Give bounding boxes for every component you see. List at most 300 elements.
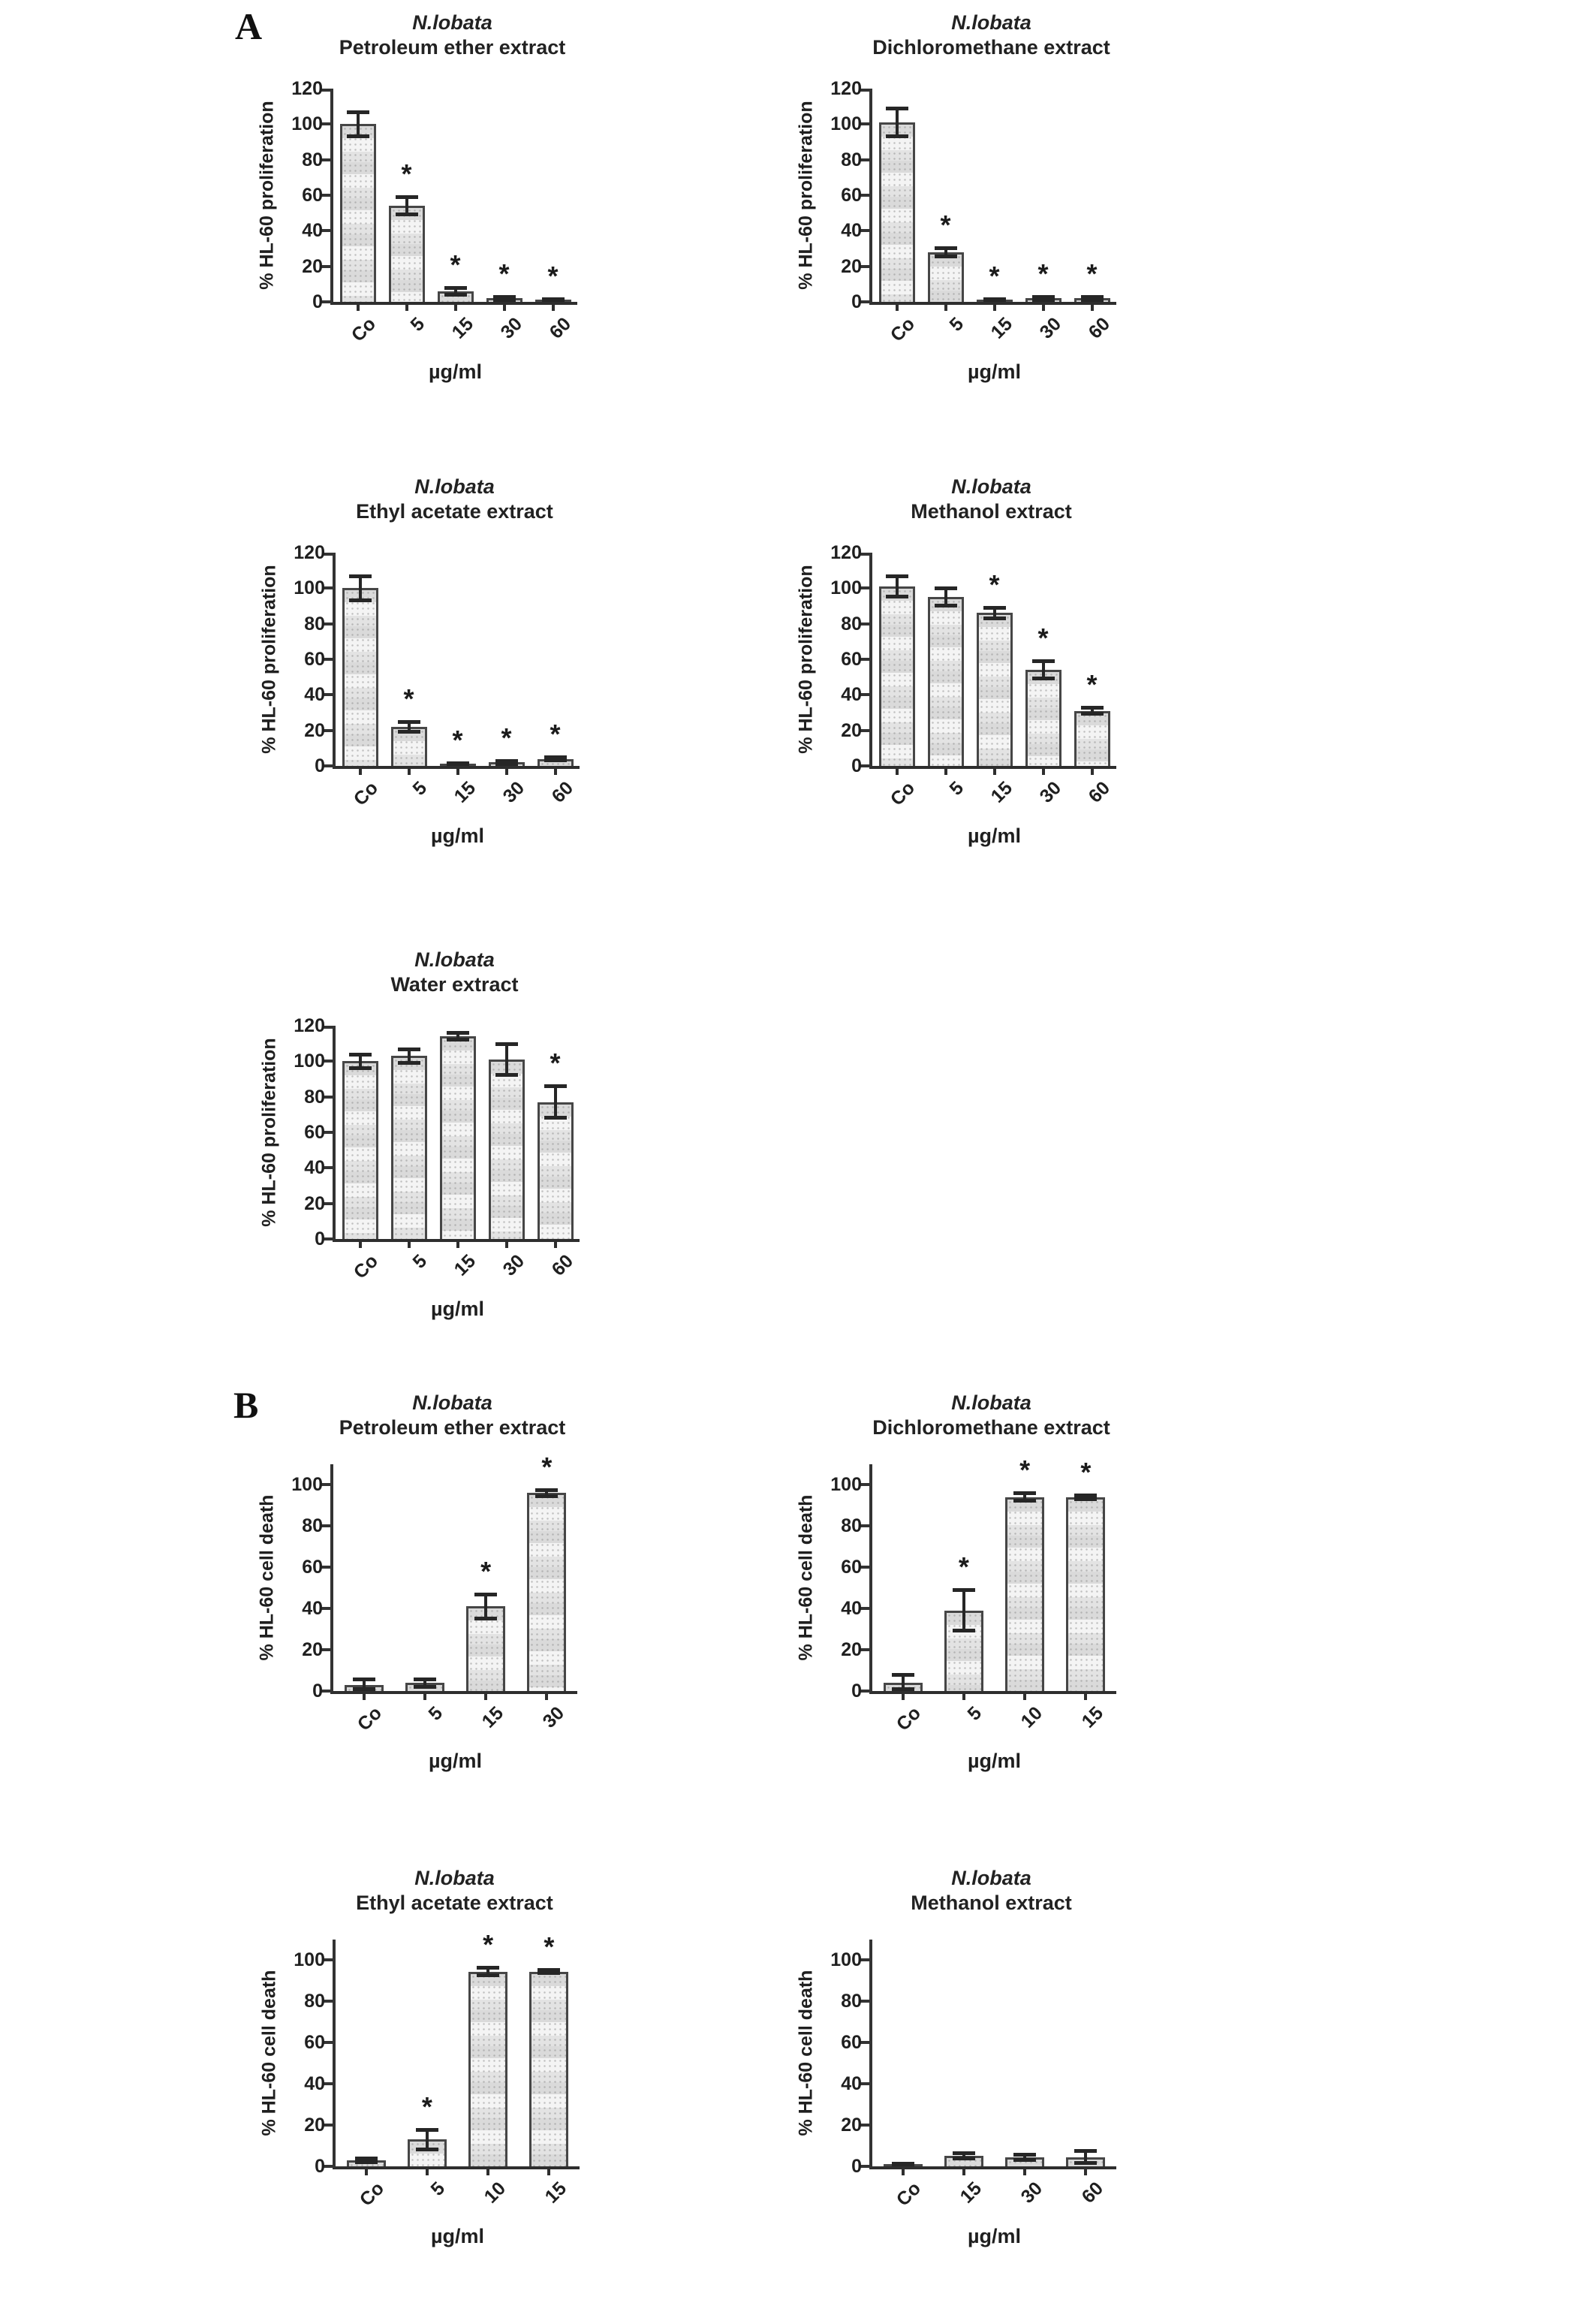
y-tick-label: 60 <box>304 2032 325 2054</box>
y-tick-label: 40 <box>841 220 862 242</box>
error-cap-bottom <box>1013 1499 1036 1503</box>
x-tick <box>484 1691 487 1700</box>
error-cap-top <box>535 1488 558 1492</box>
error-cap-bottom <box>444 293 467 297</box>
error-cap-bottom <box>398 730 420 734</box>
x-tick <box>365 2166 368 2175</box>
x-tick-label: 15 <box>450 1250 480 1280</box>
x-tick-label: 60 <box>1084 313 1114 343</box>
error-cap-bottom <box>447 762 469 766</box>
x-tick-label: 30 <box>1016 2178 1047 2208</box>
chart-title: N.lobata <box>951 1867 1031 1889</box>
chart-subtitle: Ethyl acetate extract <box>356 500 553 523</box>
error-cap-bottom <box>414 1685 436 1689</box>
error-cap-top <box>444 286 467 290</box>
error-cap-top <box>398 1048 420 1051</box>
bar <box>529 1972 568 2166</box>
significance-asterisk: * <box>1037 258 1049 289</box>
error-cap-top <box>886 107 908 110</box>
significance-asterisk: * <box>550 719 561 750</box>
x-tick <box>896 766 899 775</box>
chart-a-ethyl-acetate-extract <box>250 475 730 847</box>
x-tick-label: Co <box>347 313 380 346</box>
y-tick-label: 20 <box>304 2115 325 2136</box>
x-tick <box>1091 766 1094 775</box>
error-cap-bottom <box>1032 298 1055 302</box>
plot-zone <box>256 1451 728 1772</box>
error-cap-bottom <box>1032 677 1055 680</box>
y-tick-label: 20 <box>302 255 323 277</box>
error-cap-top <box>477 1966 499 1970</box>
significance-asterisk: * <box>1086 258 1098 289</box>
error-cap-top <box>1032 659 1055 663</box>
x-axis-title: µg/ml <box>967 2225 1022 2247</box>
significance-asterisk: * <box>403 683 414 714</box>
x-axis-title: µg/ml <box>430 2225 485 2247</box>
x-tick <box>503 302 506 311</box>
error-cap-top <box>398 720 420 724</box>
x-tick-label: 15 <box>986 313 1016 343</box>
x-tick <box>896 302 899 311</box>
y-axis-label: % HL-60 proliferation <box>795 101 817 290</box>
y-tick-label: 100 <box>291 113 323 135</box>
x-tick-label: 5 <box>405 313 429 336</box>
y-tick-label: 40 <box>304 2073 325 2095</box>
error-cap-bottom <box>535 1494 558 1498</box>
y-tick-label: 120 <box>294 1015 325 1036</box>
bar <box>391 1056 427 1239</box>
x-tick <box>426 2166 429 2175</box>
y-tick-label: 80 <box>841 1515 862 1537</box>
bar <box>489 1060 525 1239</box>
x-tick-label: 5 <box>944 313 968 336</box>
significance-asterisk: * <box>401 158 412 190</box>
error-cap-top <box>935 586 957 590</box>
significance-asterisk: * <box>989 569 1000 601</box>
bar <box>389 206 425 302</box>
plot-zone <box>795 1454 1267 1772</box>
error-bar <box>359 576 362 601</box>
chart-title: N.lobata <box>951 11 1031 34</box>
x-tick <box>363 1691 366 1700</box>
x-tick <box>554 766 557 775</box>
x-axis-title: µg/ml <box>430 1298 485 1320</box>
y-axis-label: % HL-60 cell death <box>256 1494 278 1661</box>
y-tick-label: 40 <box>841 2073 862 2095</box>
y-tick-label: 0 <box>315 2156 325 2177</box>
error-cap-bottom <box>474 1617 497 1620</box>
error-cap-bottom <box>1081 712 1104 716</box>
error-cap-top <box>447 1031 469 1035</box>
y-tick-label: 80 <box>304 1086 325 1108</box>
chart-title: N.lobata <box>412 1391 492 1414</box>
x-axis-title: µg/ml <box>967 824 1022 847</box>
error-cap-bottom <box>886 595 908 598</box>
error-cap-top <box>353 1678 375 1681</box>
error-cap-bottom <box>396 213 418 216</box>
plot-zone <box>258 1015 730 1320</box>
bar <box>538 1102 574 1239</box>
y-tick-label: 20 <box>841 719 862 741</box>
x-tick-label: 15 <box>1078 1702 1108 1732</box>
error-cap-top <box>414 1678 436 1681</box>
x-tick-label: 15 <box>541 2178 571 2208</box>
y-tick-label: 100 <box>291 1474 323 1496</box>
chart-a-water-extract <box>250 948 730 1320</box>
error-cap-top <box>935 246 957 250</box>
y-tick-label: 60 <box>304 649 325 670</box>
chart-title: N.lobata <box>951 475 1031 498</box>
significance-asterisk: * <box>547 260 559 291</box>
error-cap-top <box>349 574 372 578</box>
y-tick-label: 60 <box>304 1122 325 1143</box>
x-tick <box>505 766 508 775</box>
y-tick-label: 20 <box>841 2115 862 2136</box>
chart-subtitle: Dichloromethane extract <box>872 36 1110 59</box>
y-tick-label: 80 <box>841 1991 862 2012</box>
plot-zone <box>795 542 1267 847</box>
y-tick-label: 100 <box>830 577 862 599</box>
chart-b-ethyl-acetate-extract <box>250 1866 730 2247</box>
y-tick-label: 120 <box>830 78 862 99</box>
y-tick-label: 100 <box>294 577 325 599</box>
chart-subtitle: Water extract <box>390 973 519 996</box>
panel-a-label: A <box>235 5 263 47</box>
error-bar <box>896 576 899 597</box>
x-tick <box>486 2166 489 2175</box>
x-tick-label: 60 <box>1084 777 1114 807</box>
significance-asterisk: * <box>958 1551 969 1583</box>
x-tick-label: 15 <box>477 1702 508 1732</box>
error-cap-bottom <box>493 298 516 302</box>
y-tick-label: 0 <box>312 1681 323 1702</box>
y-tick-label: 0 <box>851 755 862 776</box>
x-tick <box>1091 302 1094 311</box>
y-tick-label: 40 <box>302 1598 323 1620</box>
error-bar <box>484 1594 487 1619</box>
error-cap-bottom <box>355 2160 378 2164</box>
error-cap-bottom <box>983 298 1006 302</box>
y-tick-label: 60 <box>841 2032 862 2054</box>
plot-area <box>795 1454 1116 1772</box>
y-tick-label: 0 <box>851 291 862 312</box>
y-tick-label: 20 <box>304 1192 325 1214</box>
x-tick <box>1042 766 1045 775</box>
y-tick-label: 20 <box>302 1639 323 1661</box>
chart-title: N.lobata <box>951 1391 1031 1414</box>
significance-asterisk: * <box>989 261 1000 292</box>
significance-asterisk: * <box>940 209 951 240</box>
error-cap-bottom <box>495 1073 518 1077</box>
x-tick-label: 60 <box>545 313 575 343</box>
x-tick <box>547 2166 550 2175</box>
y-tick-label: 0 <box>312 291 323 312</box>
plot-area <box>256 1451 577 1772</box>
x-tick-label: 30 <box>498 1250 528 1280</box>
error-cap-bottom <box>953 2157 975 2160</box>
x-tick <box>408 766 411 775</box>
bar <box>527 1493 566 1691</box>
x-tick <box>359 1239 362 1248</box>
plot-area <box>258 542 580 847</box>
error-cap-bottom <box>538 1971 560 1975</box>
y-tick-label: 120 <box>830 542 862 563</box>
x-tick-label: 60 <box>547 777 577 807</box>
chart-subtitle: Ethyl acetate extract <box>356 1892 553 1914</box>
significance-asterisk: * <box>452 725 463 756</box>
significance-asterisk: * <box>1086 668 1098 700</box>
x-tick <box>552 302 555 311</box>
x-tick-label: 5 <box>424 1702 447 1725</box>
error-cap-bottom <box>495 762 518 766</box>
x-tick <box>456 766 459 775</box>
y-tick-label: 80 <box>304 613 325 635</box>
bar <box>977 613 1013 766</box>
x-axis-title: µg/ml <box>967 360 1022 383</box>
error-cap-top <box>349 1053 372 1057</box>
x-tick <box>944 766 947 775</box>
significance-asterisk: * <box>550 1048 561 1079</box>
error-bar <box>962 1590 965 1631</box>
x-tick-label: 60 <box>547 1250 577 1280</box>
x-tick <box>423 1691 426 1700</box>
significance-asterisk: * <box>1037 622 1049 654</box>
chart-subtitle: Methanol extract <box>911 1892 1072 1914</box>
x-tick-label: Co <box>886 777 919 810</box>
error-cap-bottom <box>892 2163 914 2166</box>
error-cap-bottom <box>1081 298 1104 302</box>
x-tick <box>545 1691 548 1700</box>
x-tick <box>405 302 408 311</box>
error-cap-bottom <box>447 1038 469 1041</box>
y-tick-label: 60 <box>302 185 323 206</box>
y-tick-label: 0 <box>315 1228 325 1249</box>
error-bar <box>357 112 360 137</box>
error-cap-bottom <box>983 616 1006 620</box>
y-axis-label: % HL-60 proliferation <box>258 565 280 754</box>
plot-area <box>795 1940 1116 2247</box>
x-axis-title: µg/ml <box>430 824 485 847</box>
error-cap-bottom <box>935 604 957 607</box>
bar <box>879 586 915 766</box>
x-tick-label: 15 <box>450 777 480 807</box>
error-cap-top <box>1074 2149 1097 2153</box>
x-tick <box>357 302 360 311</box>
chart-subtitle: Petroleum ether extract <box>339 36 566 59</box>
x-tick <box>902 2166 905 2175</box>
y-tick-label: 60 <box>841 649 862 670</box>
x-tick <box>408 1239 411 1248</box>
x-tick-label: 15 <box>986 777 1016 807</box>
y-axis-label: % HL-60 cell death <box>258 1970 280 2136</box>
y-tick-label: 20 <box>304 719 325 741</box>
panel-b-label: B <box>233 1384 259 1426</box>
x-tick-label: 5 <box>408 1250 431 1273</box>
y-tick-label: 40 <box>841 1598 862 1620</box>
x-tick <box>554 1239 557 1248</box>
x-tick <box>993 302 996 311</box>
y-tick-label: 40 <box>304 1157 325 1179</box>
y-tick-label: 100 <box>830 113 862 135</box>
significance-asterisk: * <box>480 1555 492 1587</box>
error-cap-top <box>886 574 908 578</box>
error-cap-bottom <box>349 598 372 602</box>
y-tick-label: 20 <box>841 255 862 277</box>
significance-asterisk: * <box>421 2091 432 2122</box>
error-cap-bottom <box>1074 2161 1097 2165</box>
y-tick-label: 0 <box>851 2156 862 2177</box>
error-bar <box>554 1086 557 1118</box>
y-tick-label: 40 <box>302 220 323 242</box>
plot-area <box>795 78 1116 383</box>
x-tick <box>359 766 362 775</box>
y-tick-label: 0 <box>315 755 325 776</box>
plot-area <box>258 1015 580 1320</box>
x-tick-label: Co <box>349 777 382 810</box>
chart-subtitle: Methanol extract <box>911 500 1072 523</box>
plot-zone <box>256 78 728 383</box>
y-tick-label: 120 <box>291 78 323 99</box>
x-tick <box>902 1691 905 1700</box>
x-tick <box>1084 2166 1087 2175</box>
y-tick-label: 100 <box>830 1949 862 1971</box>
x-tick <box>1023 1691 1026 1700</box>
bar <box>468 1972 507 2166</box>
x-tick <box>962 1691 965 1700</box>
x-axis-title: µg/ml <box>428 1750 483 1772</box>
chart-subtitle: Dichloromethane extract <box>872 1416 1110 1439</box>
error-cap-top <box>474 1593 497 1596</box>
error-bar <box>505 1044 508 1076</box>
error-cap-bottom <box>542 298 565 302</box>
error-cap-bottom <box>347 134 369 138</box>
y-tick-label: 100 <box>294 1949 325 1971</box>
error-cap-top <box>1013 1491 1036 1495</box>
y-tick-label: 40 <box>304 684 325 706</box>
error-cap-bottom <box>935 255 957 258</box>
error-cap-top <box>544 1084 567 1088</box>
error-cap-top <box>495 1042 518 1046</box>
bar <box>879 122 915 302</box>
x-tick-label: 30 <box>1035 777 1065 807</box>
y-tick-label: 0 <box>851 1681 862 1702</box>
bar <box>1005 1497 1044 1691</box>
y-tick-label: 60 <box>841 185 862 206</box>
x-tick <box>962 2166 965 2175</box>
chart-title: N.lobata <box>412 11 492 34</box>
x-tick-label: Co <box>353 1702 386 1735</box>
error-cap-bottom <box>353 1687 375 1691</box>
chart-a-dichloromethane-extract <box>787 11 1267 383</box>
x-tick-label: Co <box>355 2178 388 2211</box>
y-tick-label: 60 <box>302 1557 323 1578</box>
error-cap-top <box>416 2128 438 2132</box>
y-axis-label: % HL-60 proliferation <box>256 101 278 290</box>
error-cap-bottom <box>1074 1497 1097 1501</box>
error-cap-bottom <box>886 134 908 138</box>
x-tick-label: 15 <box>956 2178 986 2208</box>
x-axis-title: µg/ml <box>428 360 483 383</box>
x-tick <box>944 302 947 311</box>
x-tick <box>1023 2166 1026 2175</box>
bar <box>1066 1497 1105 1691</box>
x-tick-label: 5 <box>944 777 968 800</box>
error-cap-top <box>892 1673 914 1677</box>
error-cap-bottom <box>398 1061 420 1065</box>
y-tick-label: 40 <box>841 684 862 706</box>
x-tick <box>1084 1691 1087 1700</box>
chart-title: N.lobata <box>414 1867 495 1889</box>
plot-zone <box>258 1929 730 2247</box>
chart-b-dichloromethane-extract <box>787 1391 1267 1772</box>
error-bar <box>896 108 899 137</box>
y-tick-label: 20 <box>841 1639 862 1661</box>
error-cap-bottom <box>477 1973 499 1977</box>
error-cap-top <box>983 606 1006 610</box>
error-cap-bottom <box>416 2148 438 2151</box>
y-tick-label: 80 <box>841 149 862 170</box>
plot-zone <box>258 542 730 847</box>
x-tick-label: Co <box>886 313 919 346</box>
plot-area <box>795 542 1116 847</box>
plot-zone <box>795 78 1267 383</box>
x-axis-title: µg/ml <box>967 1750 1022 1772</box>
y-axis-label: % HL-60 cell death <box>795 1970 817 2136</box>
x-tick-label: 10 <box>1016 1702 1047 1732</box>
error-cap-top <box>953 1588 975 1592</box>
significance-asterisk: * <box>483 1929 494 1961</box>
error-cap-bottom <box>953 1629 975 1632</box>
error-cap-top <box>396 195 418 199</box>
bar <box>1025 670 1061 766</box>
plot-area <box>256 78 577 383</box>
error-cap-bottom <box>544 758 567 762</box>
x-tick-label: 30 <box>539 1702 569 1732</box>
y-tick-label: 120 <box>294 542 325 563</box>
x-tick-label: 30 <box>1035 313 1065 343</box>
x-tick <box>1042 302 1045 311</box>
y-tick-label: 60 <box>841 1557 862 1578</box>
chart-subtitle: Petroleum ether extract <box>339 1416 566 1439</box>
bar <box>928 597 964 766</box>
y-tick-label: 80 <box>302 1515 323 1537</box>
x-tick-label: Co <box>349 1250 382 1283</box>
error-cap-top <box>1013 2153 1036 2157</box>
error-cap-top <box>953 2151 975 2155</box>
y-tick-label: 100 <box>294 1051 325 1072</box>
significance-asterisk: * <box>1019 1454 1031 1486</box>
x-tick-label: 10 <box>480 2178 510 2208</box>
x-tick-label: 5 <box>963 1702 986 1725</box>
bar <box>342 588 378 766</box>
x-tick <box>505 1239 508 1248</box>
bar <box>440 1036 476 1239</box>
significance-asterisk: * <box>1080 1457 1092 1488</box>
chart-title: N.lobata <box>414 475 495 498</box>
x-tick-label: 5 <box>408 777 431 800</box>
plot-zone <box>795 1940 1267 2247</box>
x-tick-label: Co <box>892 2178 925 2211</box>
significance-asterisk: * <box>498 258 510 289</box>
significance-asterisk: * <box>501 722 512 753</box>
x-tick-label: 5 <box>426 2178 449 2200</box>
chart-b-methanol-extract <box>787 1866 1267 2247</box>
x-tick-label: 15 <box>447 313 477 343</box>
chart-a-methanol-extract <box>787 475 1267 847</box>
x-tick <box>993 766 996 775</box>
error-bar <box>426 2130 429 2150</box>
x-tick <box>454 302 457 311</box>
